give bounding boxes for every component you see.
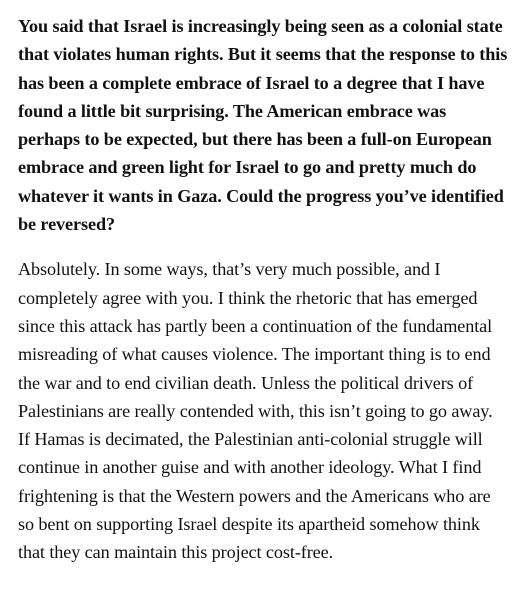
interview-answer: Absolutely. In some ways, that’s very much possible, and I completely agree with you. I think the rhetoric that has emerged since this attack has partly been a continuation of the fundamental misreading of what causes violence. The important thing is to end the war and to end civilian death. Unless the political drivers of Palestinians are really contended with, this isn’t going to go away. If Hamas is decimated, the Palestinian anti-colonial struggle will continue in another guise and with another ideology. What I find frightening is that the Western powers and the Americans who are so bent on supporting Israel despite its apartheid somehow think that they can maintain this project cost-free. (18, 259, 493, 563)
interview-question: You said that Israel is increasingly being seen as a colonial state that violates human rights. But it seems that the response to this has been a complete embrace of Israel to a degree that I have found a little bit surprising. The American embrace was perhaps to be expected, but there has been a full-on European embrace and green light for Israel to go and pretty much do whatever it wants in Gaza. Could the progress you’ve identified be reversed? (18, 16, 508, 235)
interview-article (18, 12, 508, 567)
